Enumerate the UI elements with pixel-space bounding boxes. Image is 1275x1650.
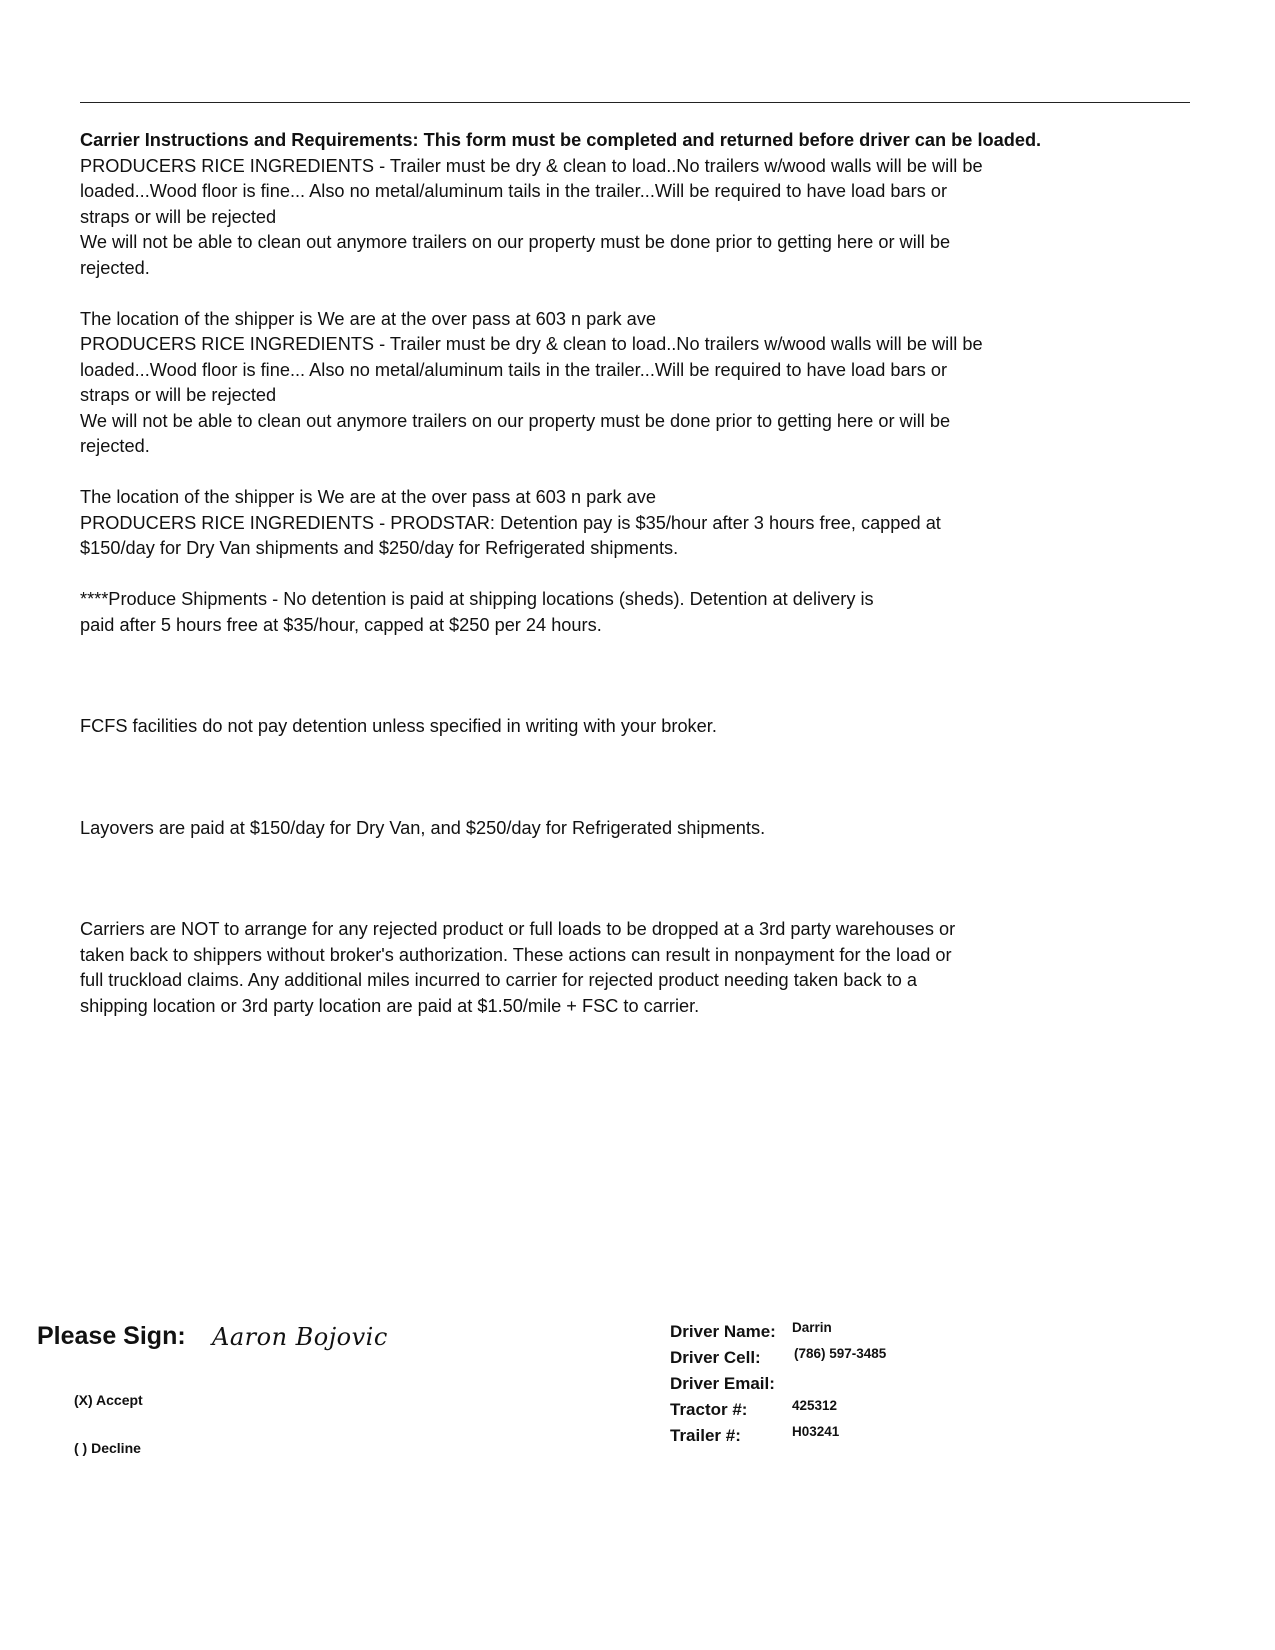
instruction-line: The location of the shipper is We are at the over pass at 603 n park ave bbox=[80, 308, 656, 329]
driver-cell-value[interactable]: (786) 597-3485 bbox=[794, 1346, 887, 1361]
carrier-note-line: taken back to shippers without broker's authorization. These actions can result in nonpayment for the load or bbox=[80, 944, 952, 965]
instruction-line: The location of the shipper is We are at the over pass at 603 n park ave bbox=[80, 487, 656, 507]
instruction-line: rejected. bbox=[80, 257, 150, 278]
tractor-value[interactable]: 425312 bbox=[792, 1398, 838, 1413]
instructions-heading: Carrier Instructions and Requirements: This form must be completed and returned before driver can be loaded. bbox=[80, 130, 1042, 150]
instruction-line: We will not be able to clean out anymore trailers on our property must be done prior to getting here or will be bbox=[80, 232, 951, 252]
instruction-line: PRODUCERS RICE INGREDIENTS - Trailer must be dry & clean to load..No trailers w/wood walls will be will be bbox=[80, 334, 983, 354]
tractor-label: Tractor #: bbox=[670, 1400, 748, 1419]
accept-option[interactable]: (X) Accept bbox=[74, 1392, 143, 1408]
trailer-value[interactable]: H03241 bbox=[792, 1424, 840, 1439]
fcfs-note: FCFS facilities do not pay detention unless specified in writing with your broker. bbox=[80, 716, 717, 736]
top-divider bbox=[80, 102, 1190, 103]
signature[interactable]: Aaron Bojovic bbox=[212, 1323, 388, 1351]
layover-note: Layovers are paid at $150/day for Dry Van, and $250/day for Refrigerated shipments. bbox=[80, 817, 766, 838]
driver-name-label: Driver Name: bbox=[670, 1322, 776, 1341]
please-sign-label: Please Sign: bbox=[37, 1322, 186, 1350]
instruction-line: ****Produce Shipments - No detention is paid at shipping locations (sheds). Detention at delivery is bbox=[80, 589, 874, 609]
driver-name-value[interactable]: Darrin bbox=[792, 1320, 832, 1335]
instruction-line: rejected. bbox=[80, 436, 150, 456]
carrier-note-line: Carriers are NOT to arrange for any rejected product or full loads to be dropped at a 3rd party warehouses or bbox=[80, 919, 956, 939]
instruction-line: paid after 5 hours free at $35/hour, capped at $250 per 24 hours. bbox=[80, 614, 602, 635]
driver-email-label: Driver Email: bbox=[670, 1374, 775, 1393]
instruction-line: $150/day for Dry Van shipments and $250/day for Refrigerated shipments. bbox=[80, 538, 679, 558]
decline-option[interactable]: ( ) Decline bbox=[74, 1440, 141, 1456]
carrier-note-line: shipping location or 3rd party location are paid at $1.50/mile + FSC to carrier. bbox=[80, 995, 700, 1016]
carrier-note-line: full truckload claims. Any additional miles incurred to carrier for rejected product needing taken back to a bbox=[80, 970, 918, 990]
instruction-line: We will not be able to clean out anymore trailers on our property must be done prior to getting here or will be bbox=[80, 410, 951, 431]
driver-cell-label: Driver Cell: bbox=[670, 1348, 761, 1367]
carrier-instructions bbox=[80, 128, 1200, 1019]
instruction-line: PRODUCERS RICE INGREDIENTS - PRODSTAR: Detention pay is $35/hour after 3 hours free, capped at bbox=[80, 512, 941, 533]
instruction-line: loaded...Wood floor is fine... Also no metal/aluminum tails in the trailer...Will be required to have load bars or bbox=[80, 359, 948, 380]
instruction-line: straps or will be rejected bbox=[80, 385, 277, 405]
instruction-line: loaded...Wood floor is fine... Also no metal/aluminum tails in the trailer...Will be required to have load bars or bbox=[80, 181, 948, 201]
instruction-line: PRODUCERS RICE INGREDIENTS - Trailer must be dry & clean to load..No trailers w/wood walls will be will be bbox=[80, 155, 983, 176]
instruction-line: straps or will be rejected bbox=[80, 206, 277, 227]
trailer-label: Trailer #: bbox=[670, 1426, 741, 1445]
